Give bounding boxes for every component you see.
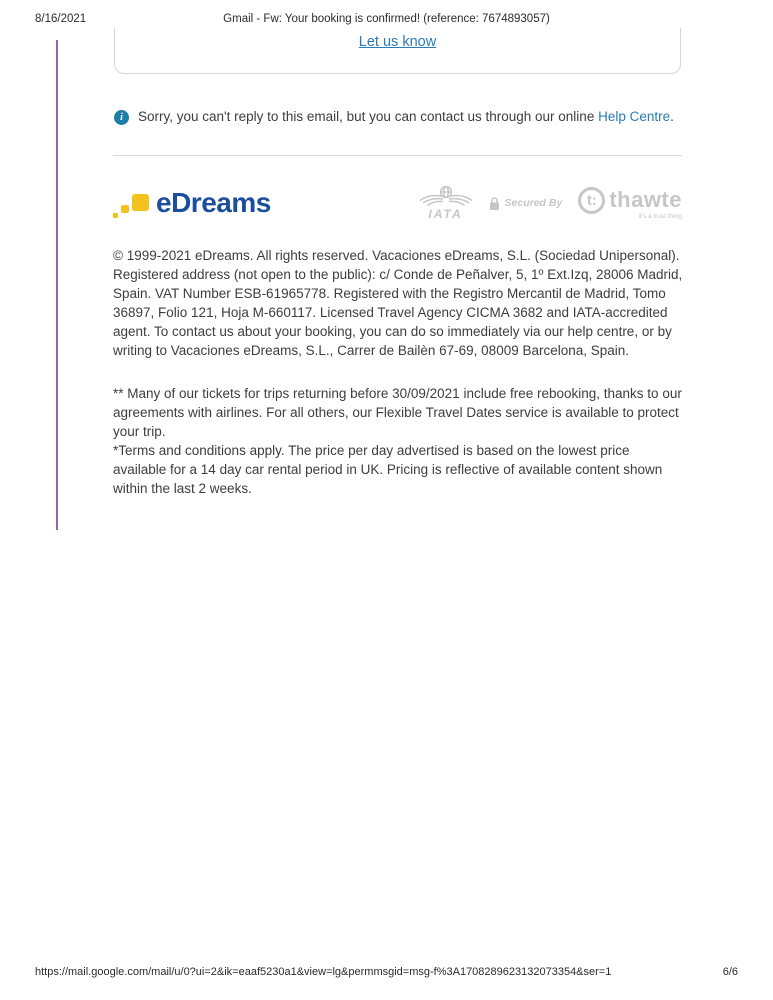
print-title: Gmail - Fw: Your booking is confirmed! (reference: 7674893057) — [223, 13, 550, 25]
secured-by-badge — [489, 196, 563, 211]
edreams-logo — [113, 186, 271, 218]
edreams-wordmark: eDreams — [156, 186, 271, 218]
lock-icon — [489, 196, 500, 211]
secured-by-label: Secured By — [504, 197, 563, 209]
print-footer-page-number: 6/6 — [722, 966, 738, 978]
thawte-circle-glyph: t: — [586, 191, 597, 209]
let-us-know-card — [114, 28, 681, 74]
edreams-logo-square-medium — [121, 205, 129, 213]
print-date: 8/16/2021 — [35, 13, 87, 25]
quoted-email-bar — [56, 40, 58, 530]
iata-logo — [419, 185, 473, 221]
thawte-tagline: it's a trust thing — [638, 212, 682, 220]
help-centre-link[interactable]: Help Centre — [598, 109, 671, 124]
info-icon — [114, 110, 129, 125]
edreams-logo-square-small — [113, 213, 118, 218]
notice-text-before: Sorry, you can't reply to this email, but you can contact us through our online — [138, 109, 599, 124]
iata-wordmark: IATA — [428, 207, 463, 221]
logo-row — [113, 181, 682, 225]
print-footer-url: https://mail.google.com/mail/u/0?ui=2&ik=eaaf5230a1&view=lg&permmsgid=msg-f%3A1708289623132073354&ser=1 — [35, 966, 612, 978]
let-us-know-link[interactable]: Let us know — [358, 34, 437, 50]
thawte-logo — [578, 187, 682, 220]
notice-text-after: . — [670, 109, 674, 124]
legal-paragraph: © 1999-2021 eDreams. All rights reserved. Vacaciones eDreams, S.L. (Sociedad Unipersonal). Registered address (not open to the public): c/ Conde de Peñalver, 5, 1º Ext.Izq, 28006 Madrid, Spain. VAT Number ESB-61965778. Registered with the Registro Mercantil de Madrid, Tomo 36897, Folio 121, Hoja M-660117. Licensed Travel Agency CICMA 3682 and IATA-accredited agent. To contact us about your booking, you can do so immediately via our help centre, or by writing to Vacaciones eDreams, S.L., Carrer de Bailèn 67-69, 08009 Barcelona, Spain. — [113, 248, 683, 358]
info-icon-glyph: i — [120, 112, 123, 123]
iata-wings-globe-icon — [419, 185, 473, 208]
no-reply-notice-text — [138, 109, 674, 124]
rebooking-paragraph: ** Many of our tickets for trips returning before 30/09/2021 include free rebooking, thanks to our agreements with airlines. For all others, our Flexible Travel Dates service is available to protect your trip. — [113, 386, 682, 439]
thawte-wordmark: thawte — [609, 187, 682, 212]
no-reply-notice — [114, 109, 683, 125]
thawte-circle-icon — [578, 187, 605, 214]
certification-logos — [419, 185, 682, 221]
section-divider — [113, 155, 682, 156]
edreams-logo-square-large — [132, 194, 149, 211]
terms-paragraph: *Terms and conditions apply. The price per day advertised is based on the lowest price available for a 14 day car rental period in UK. Pricing is reflective of available content shown within the last 2 weeks. — [113, 443, 663, 496]
